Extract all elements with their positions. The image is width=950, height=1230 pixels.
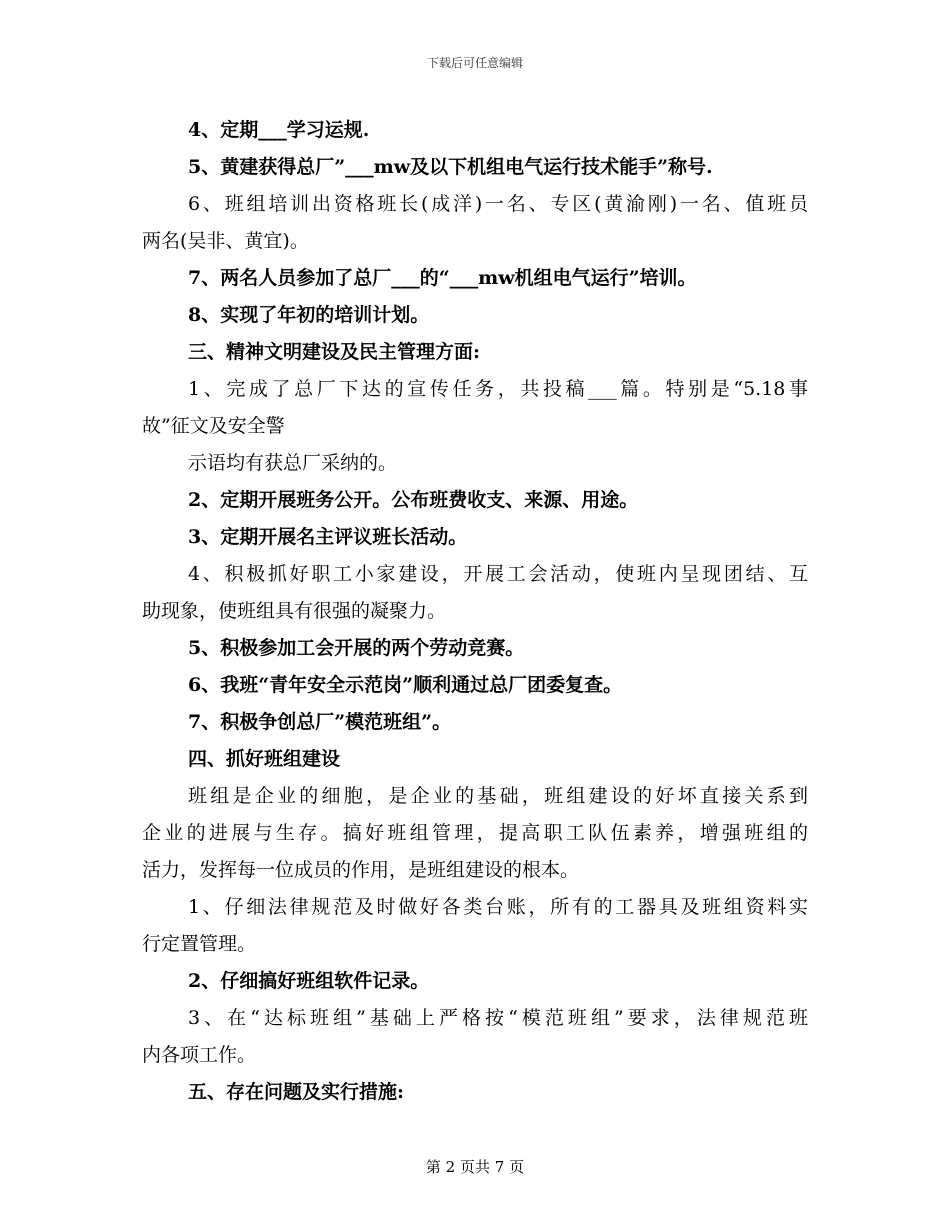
paragraph-line: 1、完成了总厂下达的宣传任务，共投稿___篇。特别是“5.18事 [188,378,808,400]
paragraph-line: 4、积极抓好职工小家建设，开展工会活动，使班内呈现团结、互 [188,563,808,585]
document-body [142,112,808,1111]
bold-paragraph-line: 2、定期开展班务公开。公布班费收支、来源、用途。 [188,489,639,511]
page-header: 下载后可任意编辑 [426,56,523,70]
paragraph-line: 活力，发挥每一位成员的作用，是班组建设的根本。 [142,859,580,881]
bold-paragraph-line: 三、精神文明建设及民主管理方面: [188,341,481,363]
bold-paragraph-line: 8、实现了年初的培训计划。 [188,304,430,326]
bold-paragraph-line: 7、两名人员参加了总厂___的“___mw机组电气运行”培训。 [188,267,697,289]
page-footer: 第 2 页共 7 页 [425,1158,525,1176]
paragraph-line: 3、在“达标班组”基础上严格按“模范班组”要求，法律规范班 [188,1007,808,1029]
paragraph-line: 两名(吴非、黄宜)。 [142,230,309,252]
bold-paragraph-line: 6、我班“青年安全示范岗”顺利通过总厂团委复查。 [188,674,623,696]
bold-paragraph-line: 2、仔细搞好班组软件记录。 [188,970,430,992]
paragraph-line: 1、仔细法律规范及时做好各类台账，所有的工器具及班组资料实 [188,896,808,918]
bold-paragraph-line: 5、积极参加工会开展的两个劳动竞赛。 [188,637,525,659]
bold-paragraph-line: 7、积极争创总厂”模范班组”。 [188,711,452,733]
bold-paragraph-line: 3、定期开展名主评议班长活动。 [188,526,468,548]
paragraph-line: 故”征文及安全警 [142,415,285,437]
paragraph-line: 内各项工作。 [142,1044,257,1066]
paragraph-line: 行定置管理。 [142,933,257,955]
bold-paragraph-line: 4、定期___学习运规. [188,119,370,141]
paragraph-line: 助现象，使班组具有很强的凝聚力。 [142,600,447,622]
paragraph-line: 班组是企业的细胞，是企业的基础，班组建设的好坏直接关系到 [188,785,808,807]
paragraph-line: 6、班组培训出资格班长(成洋)一名、专区(黄渝刚)一名、值班员 [188,193,808,215]
bold-paragraph-line: 五、存在问题及实行措施: [188,1081,405,1103]
paragraph-line: 示语均有获总厂采纳的。 [188,452,398,474]
bold-paragraph-line: 四、抓好班组建设 [188,748,341,770]
paragraph-line: 企业的进展与生存。搞好班组管理，提高职工队伍素养，增强班组的 [142,822,808,844]
bold-paragraph-line: 5、黄建获得总厂”___mw及以下机组电气运行技术能手”称号. [188,156,713,178]
